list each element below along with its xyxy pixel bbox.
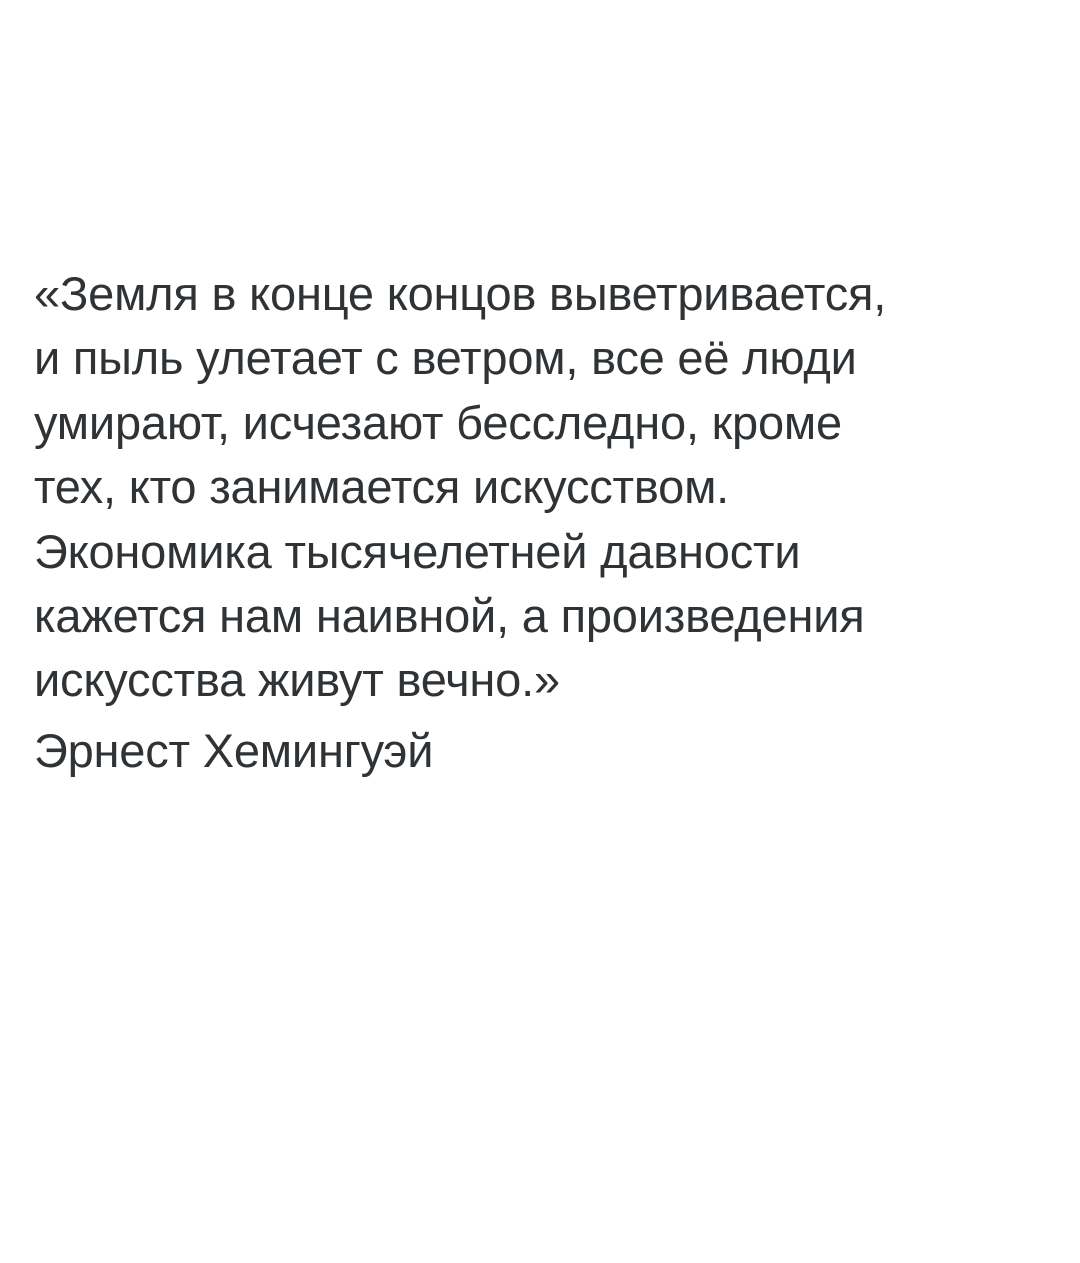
quote-line: Экономика тысячелетней давности <box>34 524 801 578</box>
quote-line: и пыль улетает с ветром, все её люди <box>34 331 857 385</box>
quote-line: умирают, исчезают бесследно, кроме <box>34 395 842 449</box>
quote-author: Эрнест Хемингуэй <box>34 723 434 777</box>
quote-line: кажется нам наивной, а произведения <box>34 588 865 642</box>
quote-text <box>34 262 1046 783</box>
quote-line: тех, кто занимается искусством. <box>34 460 730 514</box>
quote-line: «Земля в конце концов выветривается, <box>34 267 887 320</box>
quote-line: искусства живут вечно.» <box>34 653 560 707</box>
